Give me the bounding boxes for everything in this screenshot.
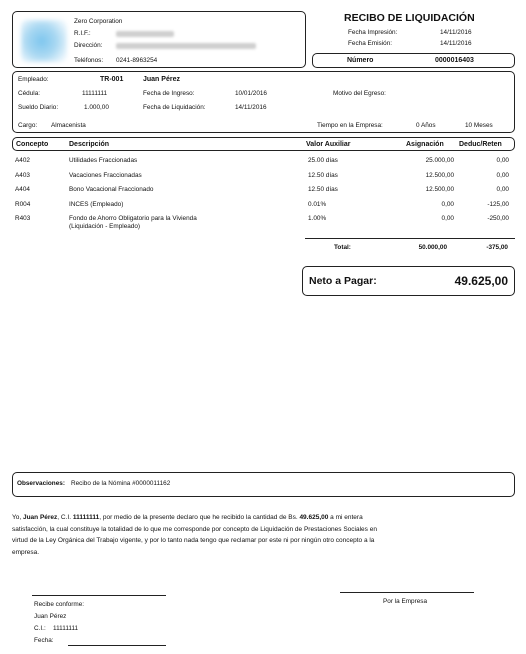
employee-box (12, 71, 515, 133)
settlement-date-value: 14/11/2016 (235, 104, 267, 111)
declaration-line-2: satisfacción, la cual constituye la totalidad de lo que me corresponde por concepto de Liquidación de Prestaciones Sociales en (12, 525, 377, 533)
reason-label: Motivo del Egreso: (333, 90, 386, 97)
employee-name: Juan Pérez (143, 76, 180, 83)
table-row (12, 201, 515, 213)
company-box (12, 11, 306, 68)
row-assignment: 0,00 (441, 215, 454, 222)
print-date-value: 14/11/2016 (440, 29, 472, 36)
row-aux: 1.00% (308, 215, 327, 222)
row-description: Bono Vacacional Fraccionado (69, 186, 154, 193)
declaration-line-4: empresa. (12, 548, 40, 556)
signer-date-label: Fecha: (34, 637, 54, 644)
signer-id-label: C.I.: (34, 625, 46, 632)
row-aux: 0.01% (308, 201, 327, 208)
observations-label: Observaciones: (17, 480, 65, 487)
issue-date-label: Fecha Emisión: (348, 40, 393, 47)
row-deduction: 0,00 (496, 172, 509, 179)
address-label: Dirección: (74, 42, 103, 49)
row-concept: A403 (15, 172, 30, 179)
table-row (12, 186, 515, 198)
row-description: Fondo de Ahorro Obligatorio para la Vivienda (69, 215, 197, 222)
declaration-amount: 49.625,00 (299, 514, 329, 521)
row-deduction: 0,00 (496, 157, 509, 164)
row-deduction: -125,00 (487, 201, 509, 208)
row-deduction: 0,00 (496, 186, 509, 193)
table-row (12, 157, 515, 169)
phone-value: 0241-8963254 (116, 57, 158, 64)
row-assignment: 12.500,00 (425, 186, 454, 193)
declaration-line-1: Yo, Juan Pérez, C.I. 11111111, por medio de la presente declaro que he recibido la cantidad de Bs. 49.625,00 a mi entera (12, 514, 363, 521)
net-pay-value: 49.625,00 (454, 274, 508, 288)
phone-label: Teléfonos: (74, 57, 104, 64)
receipt-number-label: Número (347, 57, 374, 64)
observations-box (12, 472, 515, 497)
employee-signature-line (32, 595, 166, 596)
tenure-years: 0 Años (416, 122, 436, 129)
company-signature-line (340, 592, 474, 593)
declaration-name: Juan Pérez (22, 514, 58, 521)
observations-text: Recibo de la Nómina #0000011162 (71, 480, 171, 487)
table-row (12, 172, 515, 184)
col-deduction: Deduc/Reten (459, 141, 502, 148)
received-label: Recibe conforme: (34, 601, 85, 608)
concepts-table-header (12, 137, 515, 151)
net-pay-label: Neto a Pagar: (309, 275, 377, 287)
col-aux: Valor Auxiliar (306, 141, 351, 148)
signer-id-value: 11111111 (53, 625, 79, 632)
issue-date-value: 14/11/2016 (440, 40, 472, 47)
row-aux: 12.50 días (308, 172, 338, 179)
row-concept: R403 (15, 215, 31, 222)
declaration-id: 11111111 (72, 514, 100, 521)
col-concept: Concepto (16, 141, 49, 148)
rif-label: R.I.F.: (74, 30, 91, 37)
declaration-line-3: virtud de la Ley Orgánica del Trabajo vigente, y por lo tanto nada tengo que reclamar por este ni por ningún otro concepto a la (12, 537, 375, 544)
company-signature-label: Por la Empresa (383, 598, 428, 605)
row-deduction: -250,00 (487, 215, 509, 222)
position-label: Cargo: (18, 122, 38, 129)
total-assignment: 50.000,00 (418, 244, 447, 251)
receipt-title: RECIBO DE LIQUIDACIÓN (344, 12, 475, 24)
position-value: Almacenista (51, 122, 86, 129)
company-name: Zero Corporation (74, 18, 123, 25)
tenure-months: 10 Meses (465, 122, 493, 129)
hire-date-label: Fecha de Ingreso: (143, 90, 195, 97)
signer-name: Juan Pérez (34, 613, 67, 620)
col-description: Descripción (69, 141, 110, 148)
employee-code: TR-001 (100, 76, 124, 83)
row-description-line2: (Liquidación - Empleado) (69, 223, 141, 230)
row-concept: A402 (15, 157, 30, 164)
receipt-number-box (312, 53, 515, 68)
receipt-number-value: 0000016403 (435, 57, 474, 64)
row-assignment: 25.000,00 (425, 157, 454, 164)
salary-value: 1.000,00 (84, 104, 109, 111)
row-aux: 12.50 días (308, 186, 338, 193)
total-label: Total: (334, 244, 351, 251)
id-label: Cédula: (18, 90, 41, 97)
row-concept: R004 (15, 201, 31, 208)
rif-value-redacted (116, 31, 174, 37)
company-logo (21, 20, 67, 62)
table-row (12, 215, 515, 235)
hire-date-value: 10/01/2016 (235, 90, 267, 97)
salary-label: Sueldo Diario: (18, 104, 59, 111)
row-assignment: 0,00 (441, 201, 454, 208)
declaration-paragraph (12, 512, 515, 558)
total-deduction: -375,00 (486, 244, 508, 251)
net-pay-box (302, 266, 515, 296)
tenure-label: Tiempo en la Empresa: (317, 122, 383, 129)
settlement-date-label: Fecha de Liquidación: (143, 104, 206, 111)
print-date-label: Fecha Impresión: (348, 29, 398, 36)
row-assignment: 12.500,00 (425, 172, 454, 179)
id-value: 11111111 (82, 90, 108, 97)
row-aux: 25.00 días (308, 157, 338, 164)
employee-label: Empleado: (18, 76, 49, 83)
row-description: Vacaciones Fraccionadas (69, 172, 142, 179)
col-assignment: Asignación (406, 141, 444, 148)
totals-divider (305, 238, 515, 239)
date-line (68, 645, 166, 646)
row-description: Utilidades Fraccionadas (69, 157, 138, 164)
address-value-redacted (116, 43, 256, 49)
row-description: INCES (Empleado) (69, 201, 124, 208)
row-concept: A404 (15, 186, 30, 193)
